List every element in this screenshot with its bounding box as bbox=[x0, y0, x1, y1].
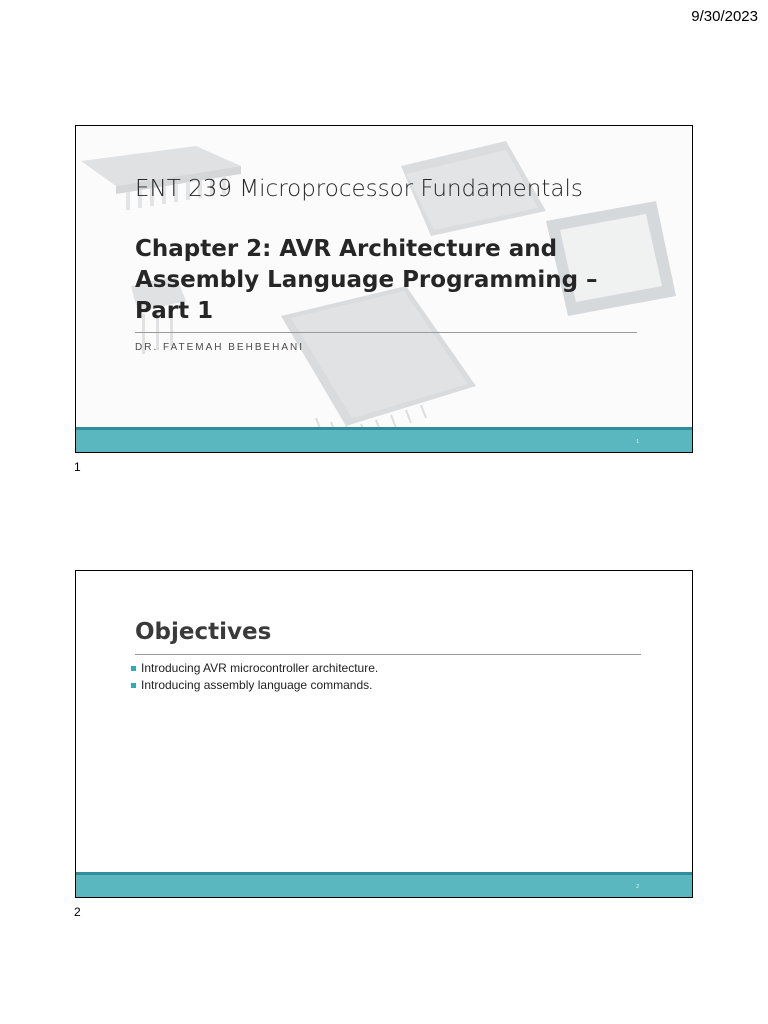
list-item bbox=[131, 677, 378, 694]
slide-footer-bar bbox=[76, 427, 692, 452]
bullet-list bbox=[131, 660, 378, 694]
page-date: 9/30/2023 bbox=[691, 8, 758, 25]
title-divider bbox=[135, 332, 637, 333]
slide-title: ENT 239 Microprocessor Fundamentals bbox=[135, 176, 583, 202]
slide-number: 1 bbox=[636, 439, 639, 445]
slide-1 bbox=[75, 125, 693, 453]
list-item-text: Introducing AVR microcontroller architecture. bbox=[141, 661, 379, 675]
slide-title: Objectives bbox=[135, 619, 272, 645]
slide-footer-bar bbox=[76, 872, 692, 897]
square-bullet-icon bbox=[131, 683, 136, 688]
slide-2 bbox=[75, 570, 693, 898]
slide-caption: 1 bbox=[74, 460, 81, 474]
title-divider bbox=[135, 654, 641, 655]
list-item bbox=[131, 660, 378, 677]
author-name: DR. FATEMAH BEHBEHANI bbox=[135, 342, 305, 353]
slide-caption: 2 bbox=[74, 905, 81, 919]
slide-subtitle: Chapter 2: AVR Architecture and Assembly Language Programming – Part 1 bbox=[135, 236, 598, 324]
square-bullet-icon bbox=[131, 666, 136, 671]
list-item-text: Introducing assembly language commands. bbox=[141, 678, 373, 692]
slide-number: 2 bbox=[636, 884, 639, 890]
